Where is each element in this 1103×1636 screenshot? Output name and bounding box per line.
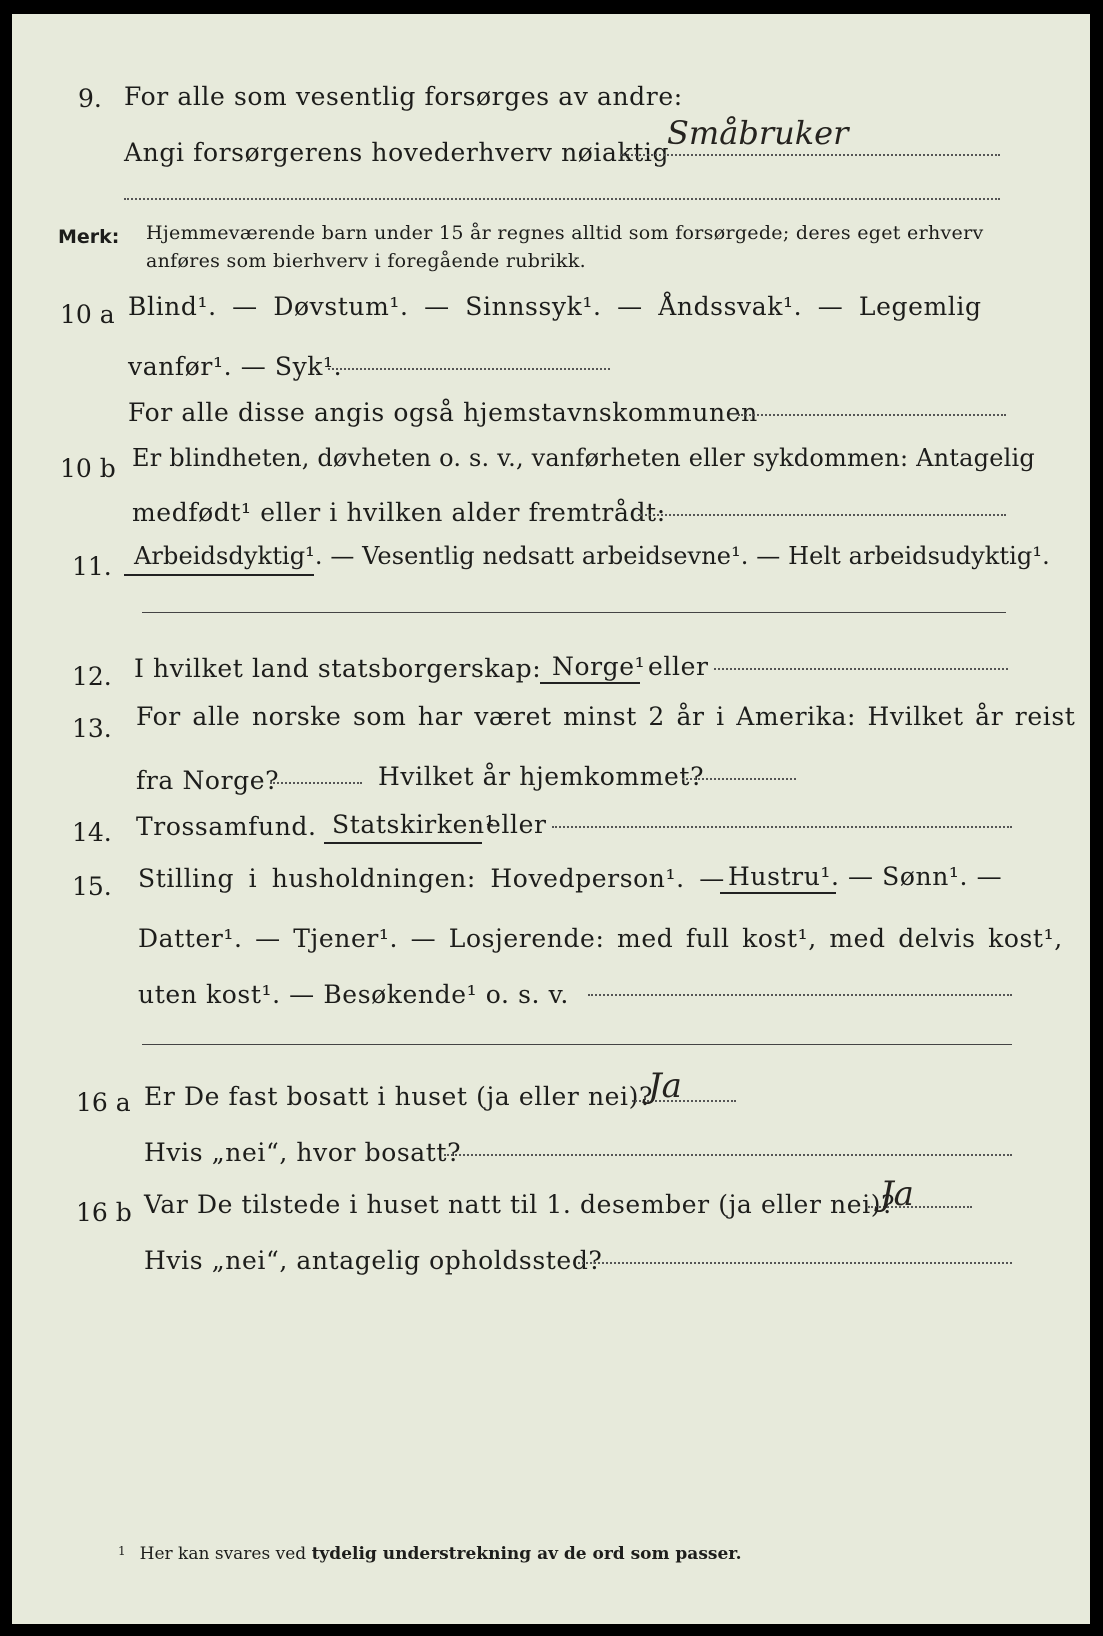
q12-text: I hvilket land statsborgerskap: — [134, 654, 542, 683]
merk-line1: Hjemmeværende barn under 15 år regnes alltid som forsørgede; deres eget erhverv — [146, 222, 984, 244]
q9-line1: For alle som vesentlig forsørges av andre: — [124, 82, 683, 111]
q16a-residence-field[interactable] — [444, 1154, 1012, 1156]
q14-text: Trossamfund. — [136, 812, 317, 841]
footnote-mark: 1 — [118, 1544, 126, 1558]
q9-answer-field[interactable] — [620, 154, 1000, 156]
q10b-line1: Er blindheten, døvheten o. s. v., vanførheten eller sykdommen: Antagelig — [132, 444, 1035, 472]
q9-line2: Angi forsørgerens hovederhverv nøiaktig — [124, 138, 670, 167]
q12-tail: eller — [648, 652, 709, 681]
q16a-handwritten-answer: Ja — [648, 1066, 682, 1106]
q9-handwritten-answer: Småbruker — [667, 114, 849, 152]
q15-position-field[interactable] — [588, 994, 1012, 996]
q15-underline-mark — [720, 892, 836, 894]
q13-line2b: Hvilket år hjemkommet? — [378, 762, 705, 791]
q15-number: 15. — [72, 872, 112, 901]
q13-line1: For alle norske som har været minst 2 år i Amerika: Hvilket år reist — [136, 702, 1076, 731]
q14-denomination-field[interactable] — [552, 826, 1012, 828]
q16a-line1: Er De fast bosatt i huset (ja eller nei)? — [144, 1082, 653, 1111]
q15-line2: Datter¹. — Tjener¹. — Losjerende: med full kost¹, med delvis kost¹, — [138, 924, 1063, 953]
q13-number: 13. — [72, 714, 112, 743]
merk-line2: anføres som bierhverv i foregående rubrikk. — [146, 250, 586, 272]
q12-country-field[interactable] — [714, 668, 1008, 670]
q15-line1a: Stilling i husholdningen: Hovedperson¹. — — [138, 864, 725, 893]
q11-underline-mark — [124, 574, 314, 576]
q14-option: Statskirken¹ — [332, 810, 496, 839]
q12-underline-mark — [540, 682, 640, 684]
q16b-handwritten-answer: Ja — [880, 1174, 914, 1214]
q15-line1b: Hustru¹. — [728, 862, 840, 891]
q16b-whereabouts-field[interactable] — [578, 1262, 1012, 1264]
census-form-page — [12, 14, 1090, 1624]
footnote — [118, 1544, 742, 1564]
q15-answer-line[interactable] — [142, 1044, 1012, 1045]
q10b-number: 10 b — [60, 454, 116, 483]
q15-line3: uten kost¹. — Besøkende¹ o. s. v. — [138, 980, 569, 1009]
q13-return-year-field[interactable] — [682, 778, 796, 780]
q15-line1c: — Sønn¹. — — [848, 862, 1003, 891]
q14-tail: eller — [486, 810, 547, 839]
q11-number: 11. — [72, 552, 112, 581]
q10a-number: 10 a — [60, 300, 115, 329]
q16b-line2: Hvis „nei“, antagelig opholdssted? — [144, 1246, 603, 1275]
q16b-line1: Var De tilstede i huset natt til 1. desember (ja eller nei)? — [144, 1190, 896, 1219]
q14-number: 14. — [72, 818, 112, 847]
footnote-plain-text: Her kan svares ved — [139, 1544, 307, 1564]
footnote-bold-text: tydelig understrekning av de ord som passer. — [311, 1544, 742, 1564]
q16a-line2: Hvis „nei“, hvor bosatt? — [144, 1138, 462, 1167]
q13-departure-year-field[interactable] — [270, 782, 362, 784]
q9-extra-line[interactable] — [124, 198, 1000, 200]
q12-option: Norge¹ — [552, 652, 646, 681]
q10b-age-field[interactable] — [638, 514, 1006, 516]
q12-number: 12. — [72, 662, 112, 691]
q14-underline-mark — [324, 842, 482, 844]
q16b-number: 16 b — [76, 1198, 132, 1227]
q10a-line3: For alle disse angis også hjemstavnskommunen — [128, 398, 758, 427]
q10a-line1: Blind¹. — Døvstum¹. — Sinnssyk¹. — Åndssvak¹. — Legemlig — [128, 292, 982, 321]
merk-label: Merk: — [58, 226, 120, 248]
q13-line2a: fra Norge? — [136, 766, 280, 795]
q16a-number: 16 a — [76, 1088, 131, 1117]
q9-number: 9. — [78, 84, 102, 113]
q10a-sick-field[interactable] — [328, 368, 610, 370]
q10a-line2: vanfør¹. — Syk¹. — [128, 352, 343, 381]
q11-answer-line[interactable] — [142, 612, 1006, 613]
q10a-home-municipality-field[interactable] — [738, 414, 1006, 416]
q10b-line2: medfødt¹ eller i hvilken alder fremtrådt: — [132, 498, 666, 527]
q11-line1: Arbeidsdyktig¹. — Vesentlig nedsatt arbeidsevne¹. — Helt arbeidsudyktig¹. — [134, 542, 1050, 570]
